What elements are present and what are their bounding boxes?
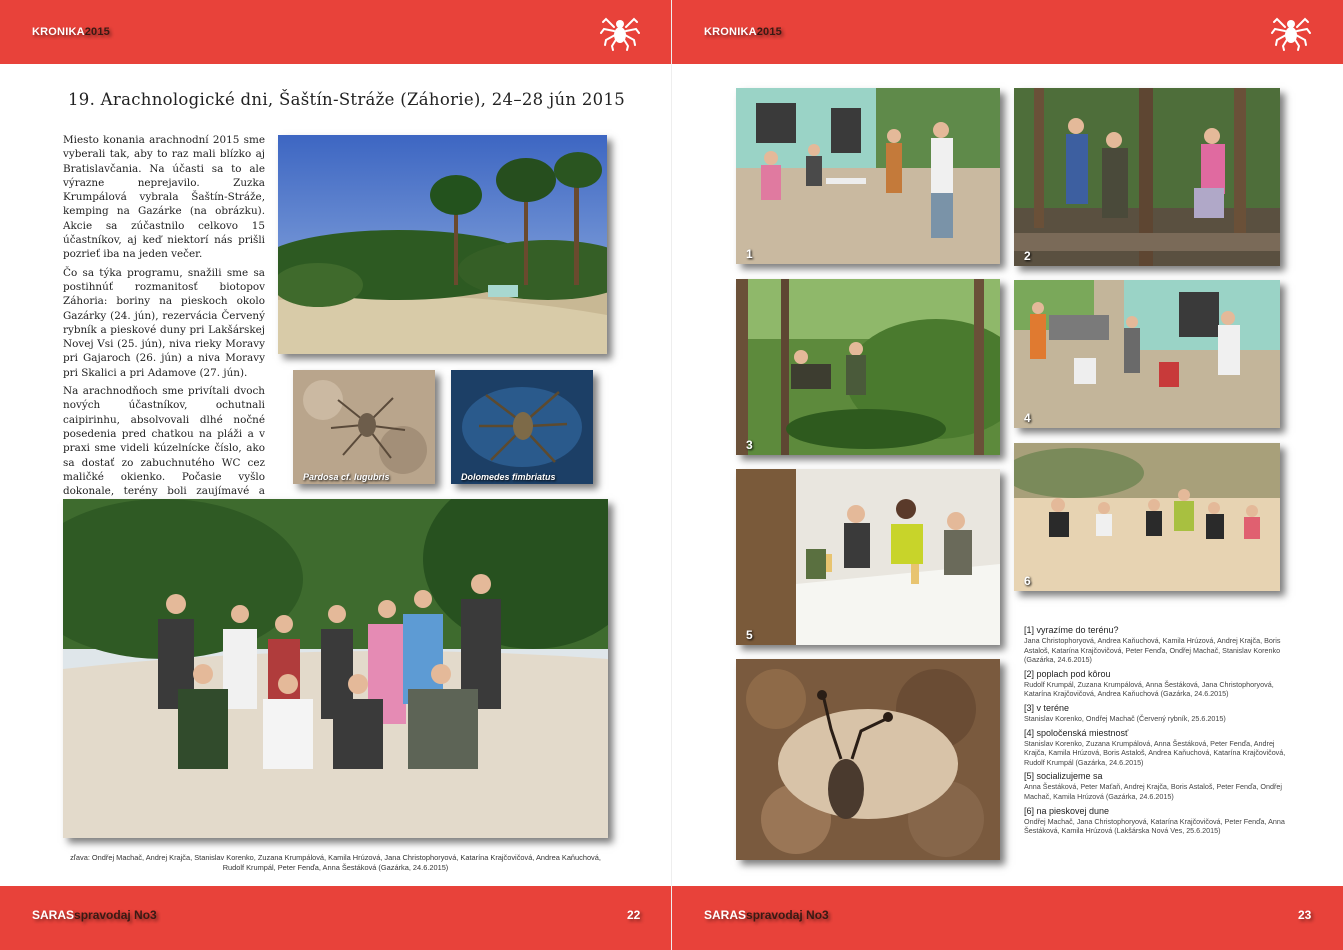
- photo-1: [736, 88, 1000, 264]
- paragraph: Miesto konania arachnodní 2015 sme vyberali tak, aby to raz mali blízko aj Bratislavčania. Na účasti sa to ale výrazne neprejavilo. Zuzka Krumpálová vybrala Šaštín-Stráže, kemping na Gazárke (na obrázku). Akcie sa zúčastnilo celkovo 15 účastníkov, aj keď niektorí nás prišli pozrieť iba na jeden večer.: [63, 134, 265, 261]
- pseudoscorpion-photo: [736, 659, 1000, 860]
- spider-logo-icon: [600, 12, 640, 52]
- caption: [1] vyrazíme do terénu? Jana Christophoryová, Andrea Kaňuchová, Kamila Hrúzová, Andrej Krajča, Boris Astaloš, Katarína Krajčovičová, Peter Fenďa, Ondřej Machač, Stanislav Korenko (Gazárka, 24.6.2015): [1024, 625, 1281, 665]
- photo-4: [1014, 280, 1280, 428]
- photo-number: 3: [746, 438, 753, 452]
- photo-5: [736, 469, 1000, 645]
- spider-logo-icon: [1271, 12, 1311, 52]
- spider-label: Dolomedes fimbriatus: [461, 472, 556, 482]
- photo-number: 2: [1024, 249, 1031, 263]
- caption: [6] na pieskovej dune Ondřej Machač, Jana Christophoryová, Katarína Krajčovičová, Peter Fenďa, Anna Šestáková, Kamila Hrúzová (Lakšárska Nová Ves, 25.6.2015): [1024, 805, 1285, 836]
- right-page: [672, 0, 1343, 950]
- photo-number: 5: [746, 628, 753, 642]
- spider-label: Pardosa cf. lugubris: [303, 472, 390, 482]
- photo-number: 6: [1024, 574, 1031, 588]
- article-body: [63, 133, 265, 531]
- caption: [2] poplach pod kôrou Rudolf Krumpál, Zuzana Krumpálová, Anna Šestáková, Jana Christophoryová, Katarína Krajčovičová, Andrea Kaňuchová (Gazárka, 24.6.2015): [1024, 668, 1274, 699]
- caption: [4] spoločenská miestnosť Stanislav Korenko, Zuzana Krumpálová, Anna Šestáková, Peter Fenďa, Andrej Krajča, Kamila Hrúzová, Boris Astaloš, Andrea Kaňuchová, Katarína Krajčovičová, Rudolf Krumpál (Gazárka, 24.6.2015): [1024, 727, 1286, 767]
- spider-photo-pardosa: [293, 370, 435, 484]
- caption: [5] socializujeme sa Anna Šestáková, Peter Maťaň, Andrej Krajča, Boris Astaloš, Peter Fenďa, Ondřej Machač, Kamila Hrúzová (Gazárka, 24.6.2015): [1024, 771, 1283, 801]
- footer-bar: [672, 886, 1343, 950]
- header-kronika: KRONIKA2015: [32, 26, 111, 38]
- photo-captions: [1024, 625, 1292, 840]
- header-bar: [0, 0, 671, 64]
- paragraph: Čo sa týka programu, snažili sme sa postihnúť rozmanitosť biotopov Záhoria: boriny na pieskoch okolo Gazárky (24. jún), rezervácia Červený rybník a pieskové duny pri Lakšárskej Novej Vsi (25. jún), niva rieky Moravy pri Gajaroch (26. jún) a niva Moravy pri Skalici a pri Adamove (27. jún).: [63, 266, 265, 379]
- footer-brand: SARASspravodaj No3: [32, 908, 157, 922]
- photo-number: 4: [1024, 411, 1031, 425]
- page-number: 23: [1298, 908, 1312, 922]
- spider-photo-dolomedes: [451, 370, 593, 484]
- campsite-photo: [278, 135, 607, 354]
- photo-3: [736, 279, 1000, 455]
- header-bar: [672, 0, 1343, 64]
- article-title: 19. Arachnologické dni, Šaštín-Stráže (Záhorie), 24–28 jún 2015: [68, 90, 626, 109]
- left-page: [0, 0, 671, 950]
- caption: [3] v teréne Stanislav Korenko, Ondřej Machač (Červený rybník, 25.6.2015): [1024, 702, 1226, 723]
- footer-bar: [0, 886, 671, 950]
- paragraph: Na arachnodňoch sme privítali dvoch nových účastníkov, ochutnali caipirinhu, absolvovali dlhé nočné posedenia pred chatkou na pláži a v praxi sme videli kúzelnícke číslo, ako sa dostať zo zabuchnutého WC cez maličké okienko. Počasie vyšlo dokonale, terény boli zaujímavé a: [63, 384, 265, 527]
- photo-6: [1014, 443, 1280, 591]
- group-photo: [63, 499, 608, 838]
- footer-brand: SARASspravodaj No3: [704, 908, 829, 922]
- photo-2: [1014, 88, 1280, 266]
- page-number: 22: [627, 908, 641, 922]
- header-kronika: KRONIKA2015: [704, 26, 783, 38]
- group-caption: zľava: Ondřej Machač, Andrej Krajča, Stanislav Korenko, Zuzana Krumpálová, Kamila Hrúzová, Jana Christophoryová, Katarína Krajčovičová, Andrea Kaňuchová, Rudolf Krumpál, Peter Fenďa, Anna Šestáková (Gazárka, 24.6.2015): [70, 853, 601, 872]
- photo-number: 1: [746, 247, 753, 261]
